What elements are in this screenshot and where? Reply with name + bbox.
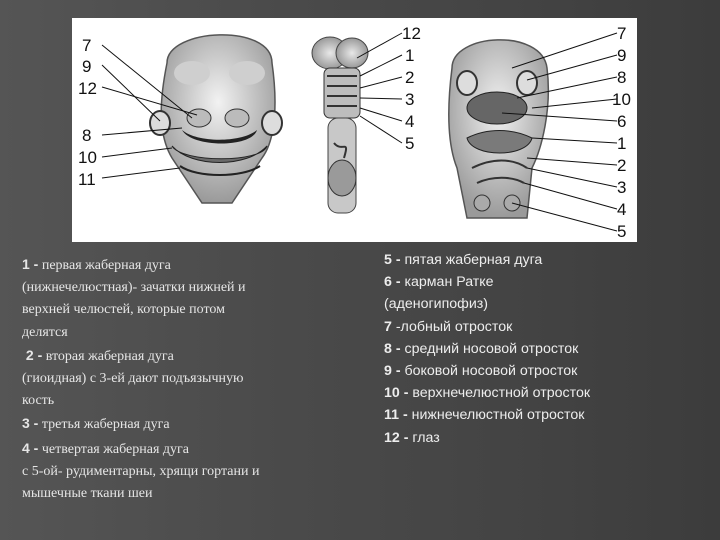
legend-num: 2 - [22,346,43,363]
label-2-right: 2 [617,156,627,175]
label-1-right: 1 [617,134,627,153]
legend-num: 8 - [384,340,401,357]
label-8-right: 8 [617,68,627,87]
legend-item-9 [384,360,704,382]
legend-text: боковой носовой отросток [400,363,578,380]
legend-item-1 [22,253,352,277]
legend-text: третья жаберная дуга [38,417,170,433]
legend-num: 12 - [384,429,409,446]
label-1-middle: 1 [405,46,415,65]
legend-text: верхнечелюстной отросток [408,385,591,402]
legend-line: (аденогипофиз) [384,296,489,313]
legend-item-3 [22,412,352,436]
legend-text: вторая жаберная дуга [42,348,174,364]
legend-item-2 [22,344,352,368]
embryo-illustration [72,18,637,242]
label-9-right: 9 [617,46,627,65]
legend-num: 11 - [384,407,408,424]
legend-num: 9 - [384,363,401,380]
legend-text: нижнечелюстной отросток [407,407,585,424]
legend-num: 7 [384,318,392,335]
label-8-left: 8 [82,126,92,145]
legend-line: (нижнечелюстная)- зачатки нижней и [22,280,246,296]
legend-text: пятая жаберная дуга [400,252,543,268]
label-4-right: 4 [617,200,627,219]
legend-num: 1 - [22,256,39,272]
label-4-middle: 4 [405,112,415,131]
legend-line: кость [22,393,55,409]
legend-item-8 [384,338,704,360]
label-6-right: 6 [617,112,627,131]
left-embryo-drawing [150,35,282,203]
middle-embryo-drawing [312,37,368,213]
right-legend-block [384,249,704,449]
legend-line: мышечные ткани шеи [22,486,153,502]
label-11-left: 11 [78,170,96,189]
legend-text: четвертая жаберная дуга [38,441,189,457]
label-10-right: 10 [612,90,631,109]
label-12-middle: 12 [402,24,421,43]
label-7-right: 7 [617,24,627,43]
label-5-middle: 5 [405,134,415,153]
legend-item-6 [384,271,704,293]
label-9-left: 9 [82,57,92,76]
label-12-left: 12 [78,79,97,98]
legend-line: с 5-ой- рудиментарны, хрящи гортани и [22,463,260,479]
legend-text: карман Ратке [400,274,494,291]
label-7-left: 7 [82,36,92,55]
legend-num: 4 - [22,439,39,456]
legend-item-11 [384,404,704,426]
legend-num: 3 - [22,415,39,432]
label-2-middle: 2 [405,68,415,87]
legend-text: средний носовой отросток [400,340,579,357]
label-5-right: 5 [617,222,627,241]
right-embryo-drawing [449,40,549,218]
label-3-middle: 3 [405,90,415,109]
legend-text: первая жаберная дуга [38,258,171,273]
legend-text: -лобный отросток [391,318,513,335]
legend-item-12 [384,427,704,449]
legend-item-5 [384,249,704,271]
legend-line: (гиоидная) с 3-ей дают подъязычную [22,371,244,387]
label-3-right: 3 [617,178,627,197]
legend-item-7 [384,316,704,338]
legend-line: делятся [22,324,68,340]
legend-line: верхней челюстей, которые потом [22,302,225,318]
legend-item-4 [22,437,352,461]
legend-item-10 [384,382,704,404]
left-legend-block [22,253,352,505]
legend-num: 10 - [384,385,409,402]
legend-num: 5 - [384,252,401,268]
legend-num: 6 - [384,274,401,291]
legend-text: глаз [408,429,440,446]
label-10-left: 10 [78,148,97,167]
